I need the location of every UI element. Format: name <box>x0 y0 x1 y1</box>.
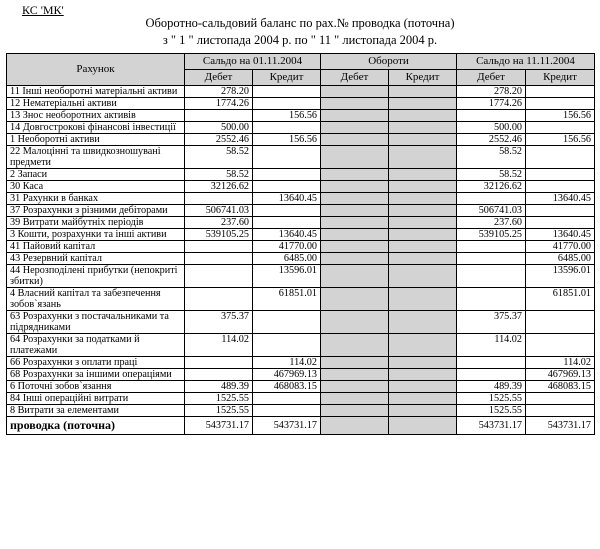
account-name-cell: 31 Рахунки в банках <box>7 193 185 205</box>
turnover-credit-cell <box>389 288 457 311</box>
closing-credit-cell: 156.56 <box>526 110 595 122</box>
turnover-debit-cell <box>321 205 389 217</box>
turnover-debit-cell <box>321 98 389 110</box>
opening-credit-cell <box>253 393 321 405</box>
opening-debit-cell: 58.52 <box>185 169 253 181</box>
opening-credit-cell <box>253 311 321 334</box>
closing-debit-cell <box>457 369 526 381</box>
opening-debit-cell <box>185 265 253 288</box>
account-name-cell: 44 Нерозподілені прибутки (непокриті збитки) <box>7 265 185 288</box>
table-row <box>7 381 595 393</box>
opening-credit-cell <box>253 86 321 98</box>
turnover-debit-cell <box>321 381 389 393</box>
opening-credit-cell <box>253 405 321 417</box>
opening-debit-cell: 506741.03 <box>185 205 253 217</box>
closing-debit-cell: 500.00 <box>457 122 526 134</box>
opening-credit-cell: 13640.45 <box>253 193 321 205</box>
closing-debit-cell: 2552.46 <box>457 134 526 146</box>
account-name-cell: 63 Розрахунки з постачальниками та підрядниками <box>7 311 185 334</box>
account-name-cell: 1 Необоротні активи <box>7 134 185 146</box>
opening-credit-cell: 61851.01 <box>253 288 321 311</box>
table-row <box>7 181 595 193</box>
turnover-credit-cell <box>389 122 457 134</box>
turnover-debit-cell <box>321 357 389 369</box>
account-name-cell: 84 Інші операційні витрати <box>7 393 185 405</box>
account-name-cell: 8 Витрати за елементами <box>7 405 185 417</box>
turnover-credit-cell <box>389 334 457 357</box>
closing-debit-cell: 114.02 <box>457 334 526 357</box>
account-name-cell: 12 Нематеріальні активи <box>7 98 185 110</box>
account-name-cell: 39 Витрати майбутніх періодів <box>7 217 185 229</box>
table-row <box>7 253 595 265</box>
table-row <box>7 86 595 98</box>
organization-name: КС 'МК' <box>22 3 64 17</box>
opening-debit-cell <box>185 369 253 381</box>
turnover-debit-cell <box>321 110 389 122</box>
closing-credit-cell <box>526 405 595 417</box>
account-name-cell: 22 Малоцінні та швидкозношувані предмети <box>7 146 185 169</box>
balance-table <box>6 53 595 435</box>
opening-debit-cell: 1525.55 <box>185 393 253 405</box>
opening-credit-cell: 156.56 <box>253 110 321 122</box>
opening-debit-cell: 278.20 <box>185 86 253 98</box>
turnover-debit-cell <box>321 369 389 381</box>
opening-debit-cell: 237.60 <box>185 217 253 229</box>
closing-debit-cell: 375.37 <box>457 311 526 334</box>
closing-credit-cell: 467969.13 <box>526 369 595 381</box>
table-row <box>7 288 595 311</box>
turnover-debit-cell <box>321 229 389 241</box>
closing-debit-cell <box>457 288 526 311</box>
opening-credit-cell: 114.02 <box>253 357 321 369</box>
account-name-cell: 41 Пайовий капітал <box>7 241 185 253</box>
closing-credit-cell: 114.02 <box>526 357 595 369</box>
opening-credit-cell <box>253 122 321 134</box>
account-name-cell: 14 Довгострокові фінансові інвестиції <box>7 122 185 134</box>
turnover-credit-cell <box>389 98 457 110</box>
closing-debit-cell <box>457 110 526 122</box>
turnover-credit-cell <box>389 86 457 98</box>
closing-credit-cell <box>526 393 595 405</box>
table-row <box>7 205 595 217</box>
turnover-credit-cell <box>389 311 457 334</box>
turnover-credit-cell <box>389 357 457 369</box>
table-row <box>7 122 595 134</box>
turnover-credit-cell <box>389 193 457 205</box>
opening-credit-cell <box>253 334 321 357</box>
turnover-debit-cell <box>321 146 389 169</box>
turnover-debit-cell <box>321 288 389 311</box>
table-row <box>7 357 595 369</box>
account-header: Рахунок <box>7 54 185 86</box>
closing-debit-header: Дебет <box>457 70 526 86</box>
opening-debit-cell <box>185 288 253 311</box>
closing-debit-cell <box>457 253 526 265</box>
table-row <box>7 169 595 181</box>
turnover-credit-cell <box>389 169 457 181</box>
turnover-credit-cell <box>389 369 457 381</box>
opening-credit-cell <box>253 217 321 229</box>
total-turnover-credit-cell <box>389 417 457 435</box>
turnover-debit-header: Дебет <box>321 70 389 86</box>
turnover-credit-cell <box>389 253 457 265</box>
closing-debit-cell: 539105.25 <box>457 229 526 241</box>
closing-debit-cell: 58.52 <box>457 146 526 169</box>
opening-debit-cell: 539105.25 <box>185 229 253 241</box>
opening-debit-cell: 1774.26 <box>185 98 253 110</box>
closing-credit-cell <box>526 169 595 181</box>
total-turnover-debit-cell <box>321 417 389 435</box>
opening-credit-cell: 13640.45 <box>253 229 321 241</box>
report-period: з " 1 " листопада 2004 р. по " 11 " листопада 2004 р. <box>162 33 438 47</box>
turnover-debit-cell <box>321 405 389 417</box>
closing-credit-cell: 468083.15 <box>526 381 595 393</box>
closing-credit-cell: 156.56 <box>526 134 595 146</box>
opening-credit-cell: 468083.15 <box>253 381 321 393</box>
table-row <box>7 369 595 381</box>
total-opening-credit-cell: 543731.17 <box>253 417 321 435</box>
turnover-debit-cell <box>321 169 389 181</box>
account-name-cell: 37 Розрахунки з різними дебіторами <box>7 205 185 217</box>
opening-balance-header: Сальдо на 01.11.2004 <box>185 54 321 70</box>
turnover-credit-cell <box>389 110 457 122</box>
turnover-debit-cell <box>321 181 389 193</box>
turnover-debit-cell <box>321 193 389 205</box>
turnover-credit-cell <box>389 229 457 241</box>
turnover-credit-cell <box>389 381 457 393</box>
opening-credit-cell <box>253 205 321 217</box>
total-row <box>7 417 595 435</box>
report-title: Оборотно-сальдовий баланс по рах.№ проводка (поточна) <box>145 16 455 30</box>
turnover-credit-cell <box>389 205 457 217</box>
opening-credit-cell: 6485.00 <box>253 253 321 265</box>
closing-debit-cell <box>457 357 526 369</box>
account-name-cell: 68 Розрахунки за іншими операціями <box>7 369 185 381</box>
opening-credit-cell: 41770.00 <box>253 241 321 253</box>
closing-credit-cell <box>526 334 595 357</box>
opening-credit-cell: 467969.13 <box>253 369 321 381</box>
total-opening-debit-cell: 543731.17 <box>185 417 253 435</box>
turnover-debit-cell <box>321 86 389 98</box>
closing-credit-cell <box>526 205 595 217</box>
turnover-credit-cell <box>389 217 457 229</box>
header-row-1 <box>7 54 595 70</box>
opening-debit-cell: 32126.62 <box>185 181 253 193</box>
closing-credit-cell: 41770.00 <box>526 241 595 253</box>
opening-debit-cell: 2552.46 <box>185 134 253 146</box>
table-row <box>7 265 595 288</box>
account-name-cell: 64 Розрахунки за податками й платежами <box>7 334 185 357</box>
closing-debit-cell: 489.39 <box>457 381 526 393</box>
closing-debit-cell <box>457 241 526 253</box>
account-name-cell: 6 Поточні зобов`язання <box>7 381 185 393</box>
opening-debit-cell <box>185 357 253 369</box>
account-name-cell: 66 Розрахунки з оплати праці <box>7 357 185 369</box>
opening-debit-cell: 1525.55 <box>185 405 253 417</box>
opening-credit-cell <box>253 169 321 181</box>
opening-credit-cell: 13596.01 <box>253 265 321 288</box>
closing-credit-cell: 61851.01 <box>526 288 595 311</box>
opening-credit-header: Кредит <box>253 70 321 86</box>
opening-credit-cell: 156.56 <box>253 134 321 146</box>
table-row <box>7 146 595 169</box>
closing-credit-cell <box>526 217 595 229</box>
closing-debit-cell: 506741.03 <box>457 205 526 217</box>
turnover-debit-cell <box>321 393 389 405</box>
closing-credit-header: Кредит <box>526 70 595 86</box>
opening-debit-cell: 58.52 <box>185 146 253 169</box>
table-row <box>7 334 595 357</box>
closing-credit-cell <box>526 146 595 169</box>
closing-debit-cell: 58.52 <box>457 169 526 181</box>
turnover-credit-cell <box>389 241 457 253</box>
closing-balance-header: Сальдо на 11.11.2004 <box>457 54 595 70</box>
opening-credit-cell <box>253 181 321 193</box>
account-name-cell: 11 Інші необоротні матеріальні активи <box>7 86 185 98</box>
account-name-cell: 43 Резервний капітал <box>7 253 185 265</box>
opening-debit-cell: 489.39 <box>185 381 253 393</box>
turnover-debit-cell <box>321 253 389 265</box>
turnover-debit-cell <box>321 217 389 229</box>
turnover-credit-header: Кредит <box>389 70 457 86</box>
closing-debit-cell: 32126.62 <box>457 181 526 193</box>
closing-credit-cell <box>526 181 595 193</box>
turnover-debit-cell <box>321 122 389 134</box>
table-row <box>7 134 595 146</box>
closing-debit-cell: 278.20 <box>457 86 526 98</box>
table-row <box>7 405 595 417</box>
total-closing-debit-cell: 543731.17 <box>457 417 526 435</box>
turnover-debit-cell <box>321 265 389 288</box>
turnover-credit-cell <box>389 393 457 405</box>
closing-debit-cell: 1525.55 <box>457 393 526 405</box>
turnover-debit-cell <box>321 311 389 334</box>
opening-debit-cell <box>185 253 253 265</box>
turnover-credit-cell <box>389 265 457 288</box>
closing-debit-cell: 1774.26 <box>457 98 526 110</box>
closing-debit-cell: 1525.55 <box>457 405 526 417</box>
opening-debit-cell <box>185 110 253 122</box>
closing-credit-cell: 13596.01 <box>526 265 595 288</box>
turnover-credit-cell <box>389 181 457 193</box>
closing-debit-cell <box>457 193 526 205</box>
total-label-cell: проводка (поточна) <box>7 417 185 435</box>
closing-credit-cell <box>526 311 595 334</box>
account-name-cell: 13 Знос необоротних активів <box>7 110 185 122</box>
table-row <box>7 241 595 253</box>
total-closing-credit-cell: 543731.17 <box>526 417 595 435</box>
table-row <box>7 98 595 110</box>
account-name-cell: 3 Кошти, розрахунки та інші активи <box>7 229 185 241</box>
account-name-cell: 4 Власний капітал та забезпечення зобов`язань <box>7 288 185 311</box>
turnover-header: Обороти <box>321 54 457 70</box>
turnover-debit-cell <box>321 241 389 253</box>
opening-debit-cell <box>185 241 253 253</box>
table-row <box>7 311 595 334</box>
table-row <box>7 393 595 405</box>
closing-debit-cell: 237.60 <box>457 217 526 229</box>
table-row <box>7 193 595 205</box>
turnover-credit-cell <box>389 146 457 169</box>
opening-credit-cell <box>253 98 321 110</box>
opening-debit-cell: 500.00 <box>185 122 253 134</box>
table-row <box>7 110 595 122</box>
turnover-credit-cell <box>389 405 457 417</box>
closing-credit-cell: 13640.45 <box>526 193 595 205</box>
closing-credit-cell <box>526 122 595 134</box>
closing-credit-cell: 13640.45 <box>526 229 595 241</box>
opening-debit-header: Дебет <box>185 70 253 86</box>
closing-debit-cell <box>457 265 526 288</box>
closing-credit-cell <box>526 86 595 98</box>
opening-debit-cell: 114.02 <box>185 334 253 357</box>
table-row <box>7 217 595 229</box>
opening-debit-cell <box>185 193 253 205</box>
turnover-debit-cell <box>321 134 389 146</box>
closing-credit-cell <box>526 98 595 110</box>
turnover-debit-cell <box>321 334 389 357</box>
turnover-credit-cell <box>389 134 457 146</box>
opening-debit-cell: 375.37 <box>185 311 253 334</box>
opening-credit-cell <box>253 146 321 169</box>
closing-credit-cell: 6485.00 <box>526 253 595 265</box>
table-row <box>7 229 595 241</box>
account-name-cell: 2 Запаси <box>7 169 185 181</box>
account-name-cell: 30 Каса <box>7 181 185 193</box>
